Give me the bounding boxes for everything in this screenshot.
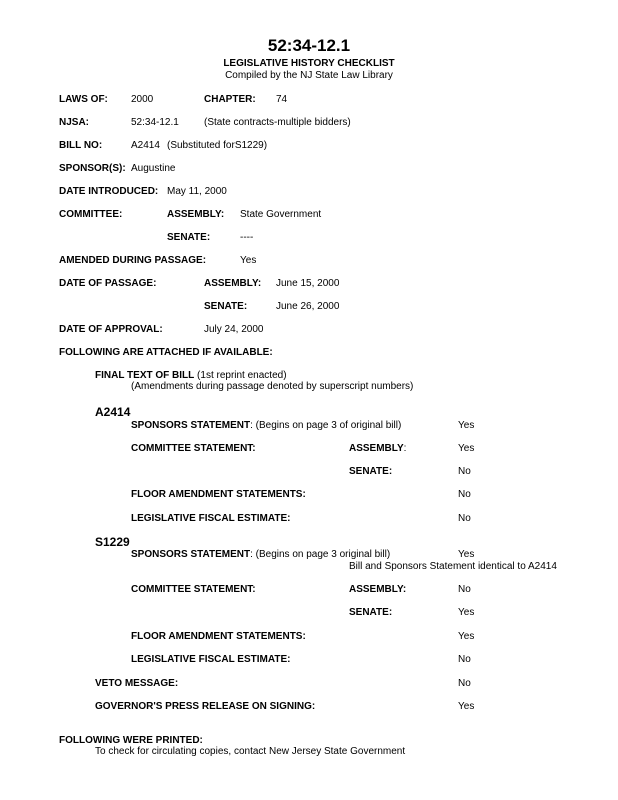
passage-senate-value: June 26, 2000	[276, 301, 340, 312]
amended-value: Yes	[240, 255, 257, 266]
s1229-heading: S1229	[95, 535, 130, 549]
a2414-committee-statement-label: COMMITTEE STATEMENT:	[131, 443, 256, 454]
laws-of-label: LAWS OF:	[59, 94, 108, 105]
s1229-senate-value: Yes	[458, 607, 475, 618]
sponsors-value: Augustine	[131, 163, 176, 174]
amended-label: AMENDED DURING PASSAGE:	[59, 255, 207, 266]
compiled-by: Compiled by the NJ State Law Library	[225, 70, 393, 81]
bill-no-value: A2414	[131, 140, 160, 151]
date-introduced-label: DATE INTRODUCED:	[59, 186, 159, 197]
approval-value: July 24, 2000	[204, 324, 264, 335]
committee-senate-label: SENATE:	[167, 232, 211, 243]
bill-no-substitution: (Substituted forS1229)	[167, 140, 268, 151]
chapter-value: 74	[276, 94, 288, 105]
statute-title: 52:34-12.1	[267, 36, 351, 55]
a2414-floor-label: FLOOR AMENDMENT STATEMENTS:	[131, 489, 306, 500]
checklist-title: LEGISLATIVE HISTORY CHECKLIST	[223, 58, 395, 69]
a2414-senate-value: No	[458, 466, 471, 477]
a2414-assembly-value: Yes	[458, 443, 475, 454]
njsa-value: 52:34-12.1	[131, 117, 179, 128]
committee-assembly-value: State Government	[240, 209, 322, 220]
s1229-floor-label: FLOOR AMENDMENT STATEMENTS:	[131, 631, 306, 642]
attached-heading: FOLLOWING ARE ATTACHED IF AVAILABLE:	[59, 347, 273, 358]
final-text-label: FINAL TEXT OF BILL	[95, 370, 195, 381]
s1229-sponsors-statement-label: SPONSORS STATEMENT	[131, 549, 251, 560]
s1229-senate-label: SENATE:	[349, 607, 393, 618]
njsa-description: (State contracts-multiple bidders)	[204, 117, 351, 128]
a2414-floor-value: No	[458, 489, 471, 500]
a2414-sponsors-statement-value: Yes	[458, 420, 475, 431]
date-introduced-value: May 11, 2000	[167, 186, 227, 197]
approval-label: DATE OF APPROVAL:	[59, 324, 163, 335]
a2414-heading: A2414	[95, 405, 131, 419]
s1229-assembly-label: ASSEMBLY:	[349, 584, 407, 595]
s1229-sponsors-statement-note: : (Begins on page 3 original bill)	[250, 549, 391, 560]
s1229-fiscal-label: LEGISLATIVE FISCAL ESTIMATE:	[131, 654, 291, 665]
veto-message-value: No	[458, 678, 471, 689]
amendments-note: (Amendments during passage denoted by superscript numbers)	[131, 381, 414, 392]
press-release-value: Yes	[458, 701, 475, 712]
s1229-sponsors-statement	[131, 549, 390, 561]
a2414-sponsors-statement	[131, 420, 401, 432]
a2414-assembly-colon: :	[403, 443, 407, 454]
committee-label: COMMITTEE:	[59, 209, 123, 220]
s1229-fiscal-value: No	[458, 654, 471, 665]
passage-assembly-label: ASSEMBLY:	[204, 278, 262, 289]
njsa-label: NJSA:	[59, 117, 90, 128]
s1229-committee-statement-label: COMMITTEE STATEMENT:	[131, 584, 256, 595]
s1229-sponsors-statement-value: Yes	[458, 549, 475, 560]
s1229-assembly-value: No	[458, 584, 471, 595]
sponsors-label: SPONSOR(S):	[59, 163, 126, 174]
passage-label: DATE OF PASSAGE:	[59, 278, 157, 289]
bill-no-label: BILL NO:	[59, 140, 103, 151]
printed-note: To check for circulating copies, contact New Jersey State Government	[95, 746, 406, 757]
a2414-sponsors-statement-note: : (Begins on page 3 of original bill)	[250, 420, 402, 431]
a2414-assembly	[349, 443, 406, 455]
a2414-senate-label: SENATE:	[349, 466, 393, 477]
printed-heading: FOLLOWING WERE PRINTED:	[59, 735, 203, 746]
laws-of-value: 2000	[131, 94, 154, 105]
press-release-label: GOVERNOR'S PRESS RELEASE ON SIGNING:	[95, 701, 316, 712]
committee-senate-value: ----	[240, 232, 254, 243]
passage-senate-label: SENATE:	[204, 301, 248, 312]
passage-assembly-value: June 15, 2000	[276, 278, 340, 289]
s1229-floor-value: Yes	[458, 631, 475, 642]
final-text-note: (1st reprint enacted)	[197, 370, 287, 381]
a2414-fiscal-label: LEGISLATIVE FISCAL ESTIMATE:	[131, 513, 291, 524]
a2414-assembly-label: ASSEMBLY	[349, 443, 404, 454]
a2414-fiscal-value: No	[458, 513, 471, 524]
committee-assembly-label: ASSEMBLY:	[167, 209, 225, 220]
s1229-identical-note: Bill and Sponsors Statement identical to A2414	[349, 561, 557, 572]
chapter-label: CHAPTER:	[204, 94, 256, 105]
veto-message-label: VETO MESSAGE:	[95, 678, 179, 689]
a2414-sponsors-statement-label: SPONSORS STATEMENT	[131, 420, 251, 431]
